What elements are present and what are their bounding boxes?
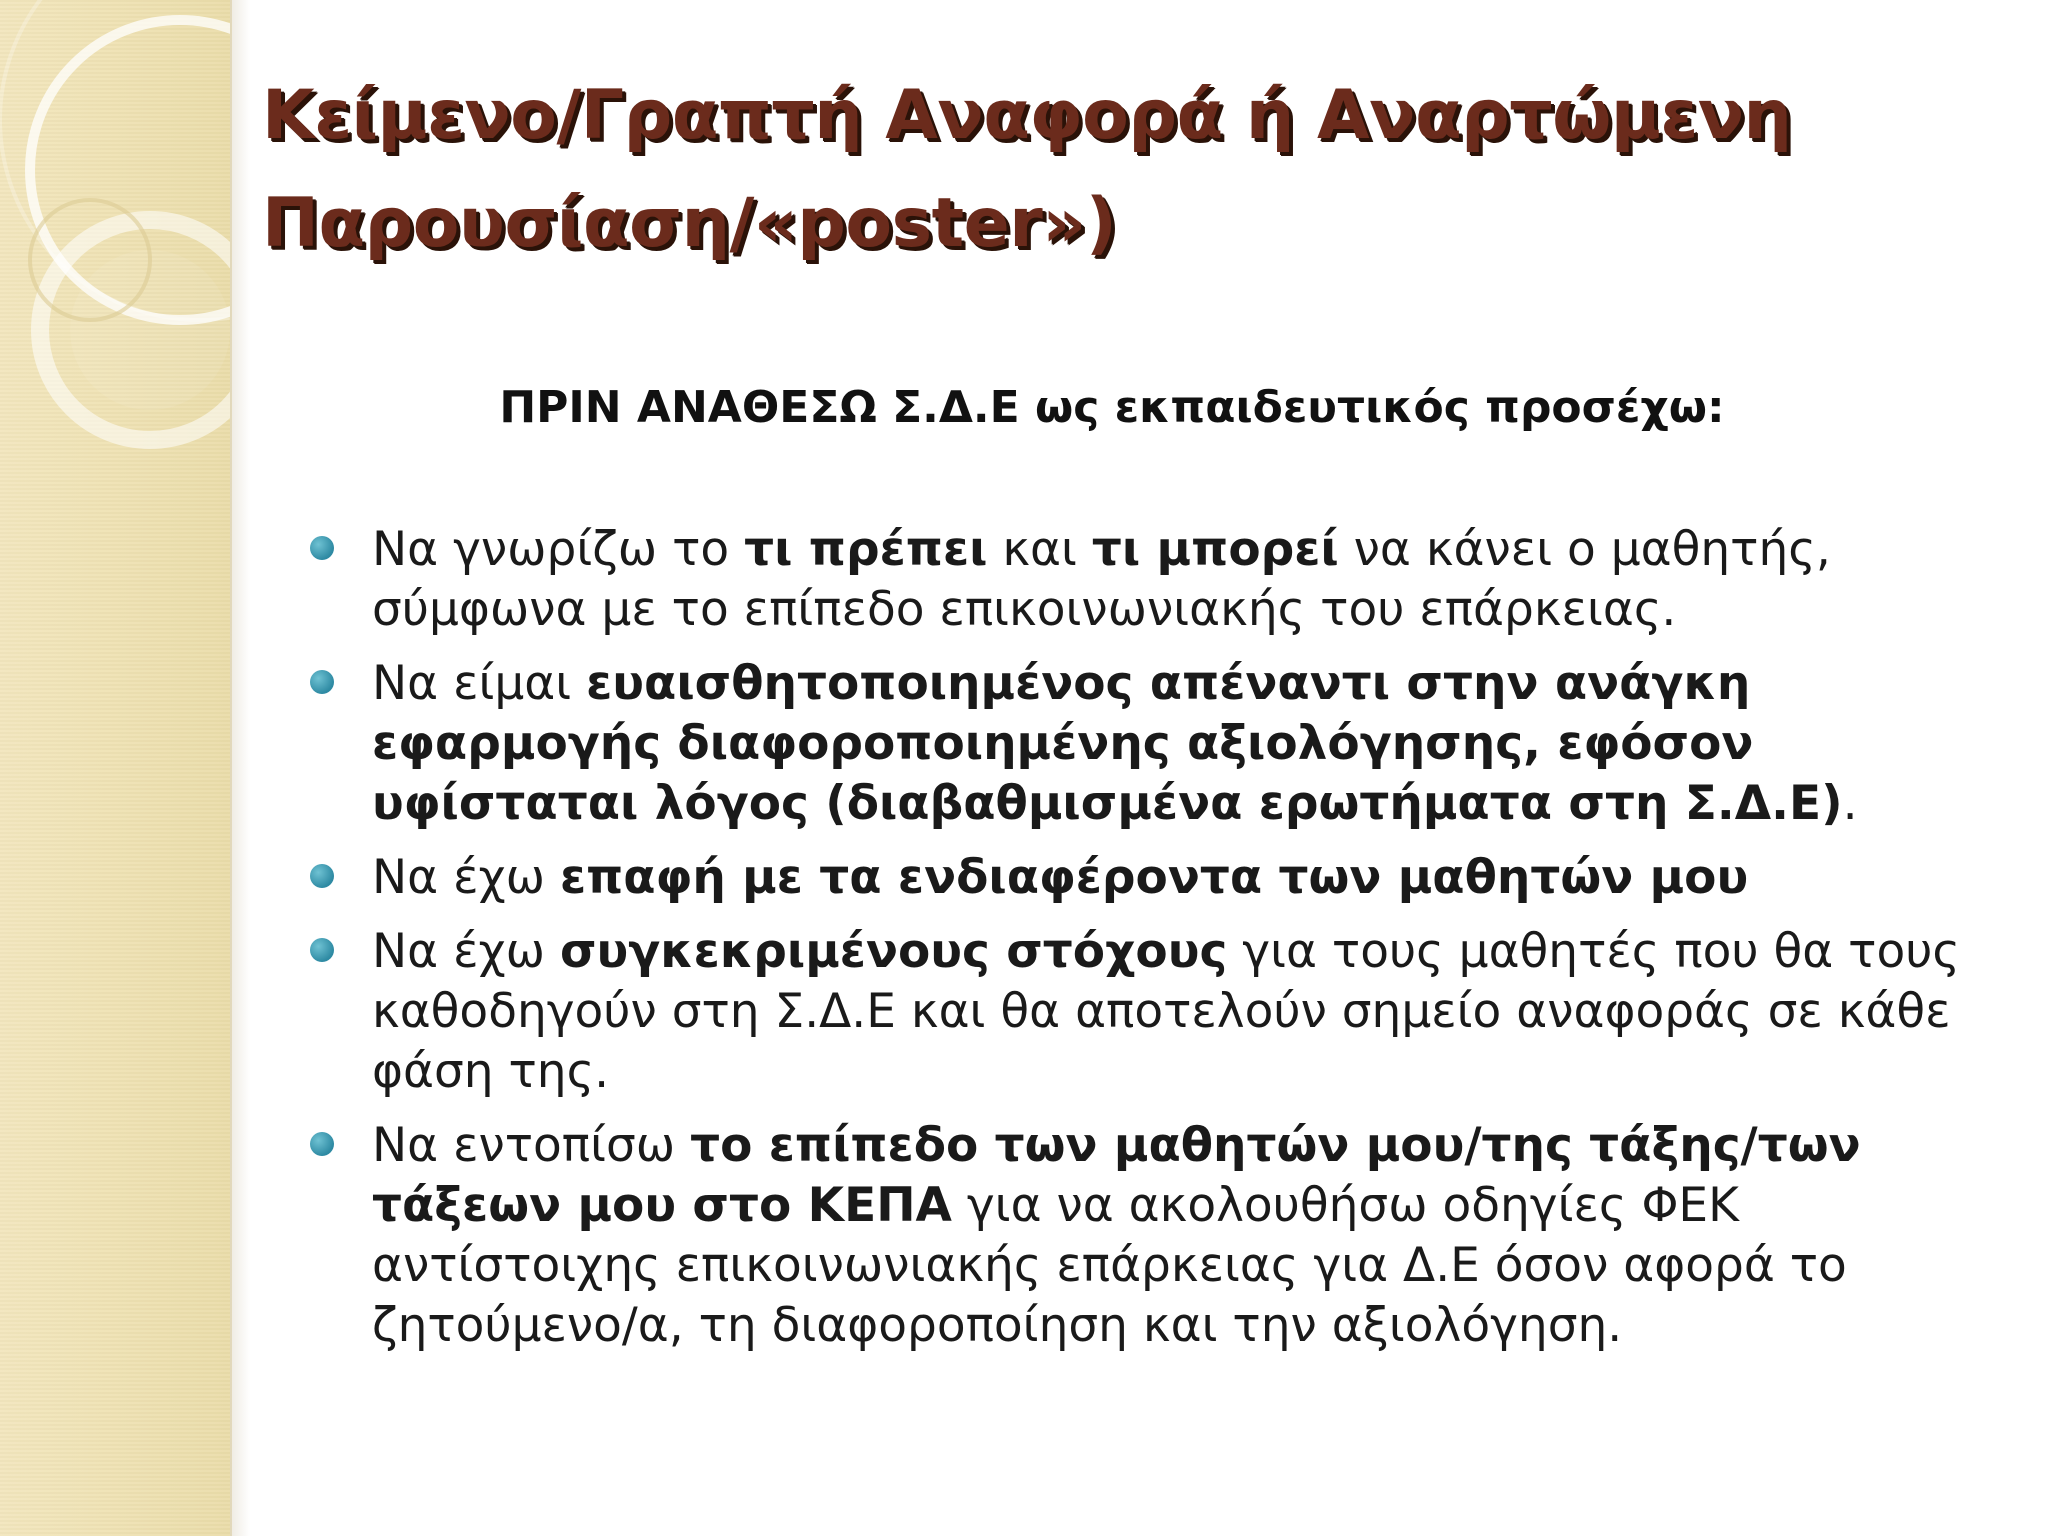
slide-subtitle: ΠΡΙΝ ΑΝΑΘΕΣΩ Σ.Δ.Ε ως εκπαιδευτικός προσέχω: (499, 382, 1725, 433)
bullet-text-part-bold: ευαισθητοποιημένος απέναντι στην ανάγκη εφαρμογής διαφοροποιημένης αξιολόγησης, εφόσον υφίσταται λόγος (διαβαθμισμένα ερωτήματα στη Σ.Δ.Ε) (372, 656, 1843, 831)
bullet-icon (310, 670, 334, 694)
bullet-text-part: Να έχω (372, 924, 560, 979)
bullet-text-part-bold: τι μπορεί (1091, 522, 1339, 577)
slide-title-line-1: Κείμενο/Γραπτή Αναφορά ή Αναρτώμενη (262, 76, 1792, 155)
slide-title-line-2: Παρουσίαση/«poster») (262, 184, 1117, 263)
slide-title (262, 62, 2002, 278)
bullet-item (300, 520, 1980, 640)
bullet-text-part: . (1842, 776, 1858, 831)
bullet-text-part: για να ακολουθήσω οδηγίες ΦΕΚ αντίστοιχης επικοινωνιακής επάρκειας για Δ.Ε όσον αφορά το ζητούμενο/α, τη διαφοροποίηση και την αξιολόγηση. (372, 1178, 1847, 1353)
bullet-icon (310, 1132, 334, 1156)
bullet-text-part-bold: το επίπεδο των μαθητών μου/της τάξης/των τάξεων μου στο ΚΕΠΑ (372, 1118, 1861, 1233)
bullet-text-part: Να έχω (372, 850, 560, 905)
bullet-icon (310, 864, 334, 888)
bullet-item (300, 1116, 1980, 1356)
bullet-text-part-bold: επαφή με τα ενδιαφέροντα των μαθητών μου (559, 850, 1749, 905)
bullet-item (300, 922, 1980, 1102)
bullet-icon (310, 938, 334, 962)
decorative-rings-graphic (0, 0, 230, 560)
bullet-icon (310, 536, 334, 560)
bullet-text-part: Να γνωρίζω το (372, 522, 745, 577)
side-band-shadow (230, 0, 250, 1536)
bullet-text-part: Να είμαι (372, 656, 587, 711)
bullet-text-part: Να εντοπίσω (372, 1118, 691, 1173)
decorative-side-band (0, 0, 232, 1536)
bullet-item (300, 848, 1980, 908)
bullet-item (300, 654, 1980, 834)
bullet-text-part: και (987, 522, 1092, 577)
bullet-text-part-bold: συγκεκριμένους στόχους (559, 924, 1228, 979)
bullet-text-part-bold: τι πρέπει (744, 522, 988, 577)
bullet-text-part: να κάνει ο μαθητής, σύμφωνα με το επίπεδο επικοινωνιακής του επάρκειας. (372, 522, 1831, 637)
bullet-text-part: για τους μαθητές που θα τους καθοδηγούν στη Σ.Δ.Ε και θα αποτελούν σημείο αναφοράς σε κάθε φάση της. (372, 924, 1961, 1099)
bullet-list (300, 520, 1980, 1370)
